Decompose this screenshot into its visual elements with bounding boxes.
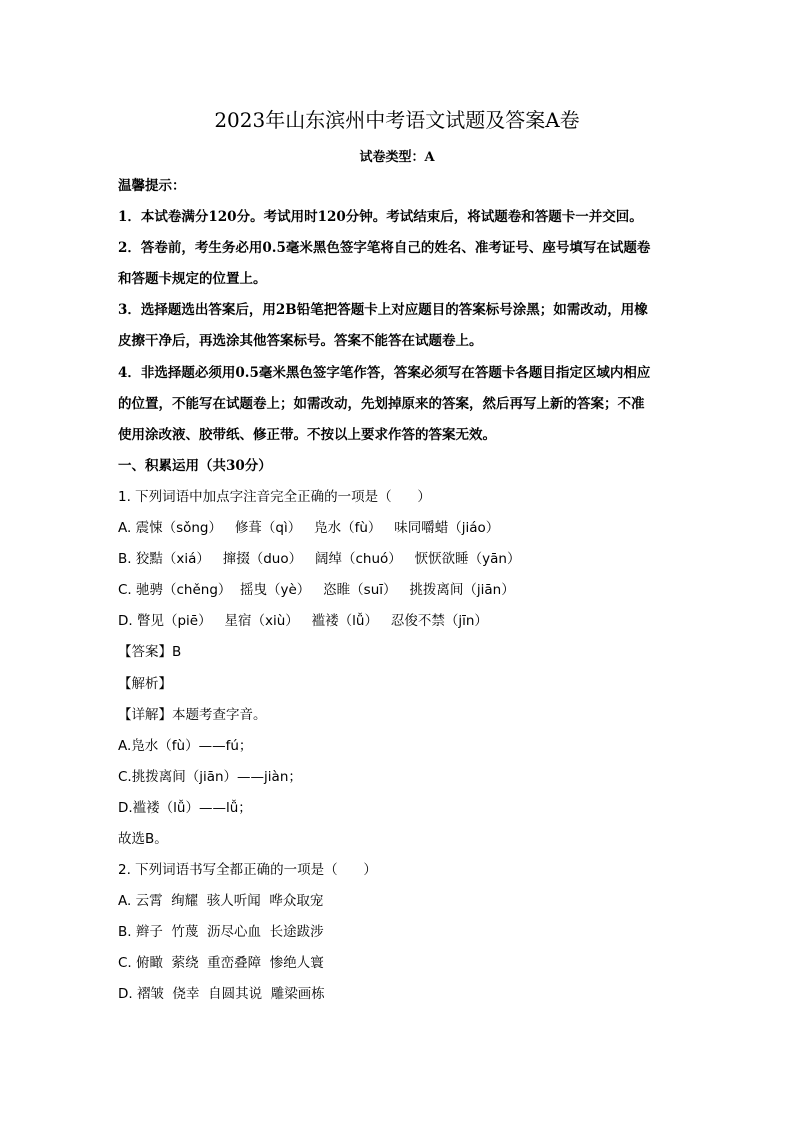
text-line: 皮擦干净后，再选涂其他答案标号。答案不能答在试题卷上。 [118, 333, 483, 350]
text-line: 1. 下列词语中加点字注音完全正确的一项是（ ） [118, 488, 431, 505]
document-title: 2023年山东滨州中考语文试题及答案A卷 [214, 108, 580, 132]
text-line: 【详解】本题考查字音。 [118, 706, 267, 723]
text-line: C. 俯瞰 萦绕 重峦叠障 惨绝人寰 [118, 955, 324, 972]
text-line: D. 褶皱 侥幸 自圆其说 雕梁画栋 [118, 986, 325, 1003]
text-line: 一、积累运用（共30分） [118, 457, 272, 474]
text-line: 4．非选择题必须用0.5毫米黑色签字笔作答，答案必须写在答题卡各题目指定区域内相应 [118, 364, 651, 381]
text-line: 2．答卷前，考生务必用0.5毫米黑色签字笔将自己的姓名、准考证号、座号填写在试题卷 [118, 240, 651, 257]
text-line: A.凫水（fù）——fú； [118, 737, 253, 754]
text-line: 和答题卡规定的位置上。 [118, 271, 267, 288]
paper-type: 试卷类型：A [359, 150, 435, 165]
text-line: 温馨提示： [118, 178, 186, 194]
text-line: C. 驰骋（chěng） 摇曳（yè） 恣睢（suī） 挑拨离间（jiān） [118, 582, 515, 599]
text-line: 的位置，不能写在试题卷上；如需改动，先划掉原来的答案，然后再写上新的答案；不准 [118, 395, 645, 412]
text-line: B. 狡黠（xiá） 撺掇（duo） 阔绰（chuó） 恹恹欲睡（yān） [118, 551, 521, 568]
text-line: B. 辫子 竹蔑 沥尽心血 长途跋涉 [118, 924, 324, 941]
text-line: A. 震悚（sǒng） 修葺（qì） 凫水（fù） 味同嚼蜡（jiáo） [118, 520, 500, 537]
document-body [118, 176, 688, 1016]
text-line: 【解析】 [118, 675, 172, 692]
text-line: D.褴褛（lǚ）——lǚ； [118, 799, 252, 816]
text-line: D. 瞥见（piē） 星宿（xiù） 褴褛（lǚ） 忍俊不禁（jīn） [118, 613, 488, 630]
text-line: 1．本试卷满分120分。考试用时120分钟。考试结束后，将试题卷和答题卡一并交回。 [118, 209, 643, 226]
text-line: 使用涂改液、胶带纸、修正带。不按以上要求作答的答案无效。 [118, 426, 496, 443]
text-line: C.挑拨离间（jiān）——jiàn； [118, 768, 302, 785]
text-line: 2. 下列词语书写全都正确的一项是（ ） [118, 862, 377, 879]
text-line: 3．选择题选出答案后，用2B铅笔把答题卡上对应题目的答案标号涂黑；如需改动，用橡 [118, 302, 648, 319]
text-line: 故选B。 [118, 830, 168, 847]
text-line: 【答案】B [118, 644, 182, 661]
text-line: A. 云霄 绚耀 骇人听闻 哗众取宠 [118, 893, 324, 910]
